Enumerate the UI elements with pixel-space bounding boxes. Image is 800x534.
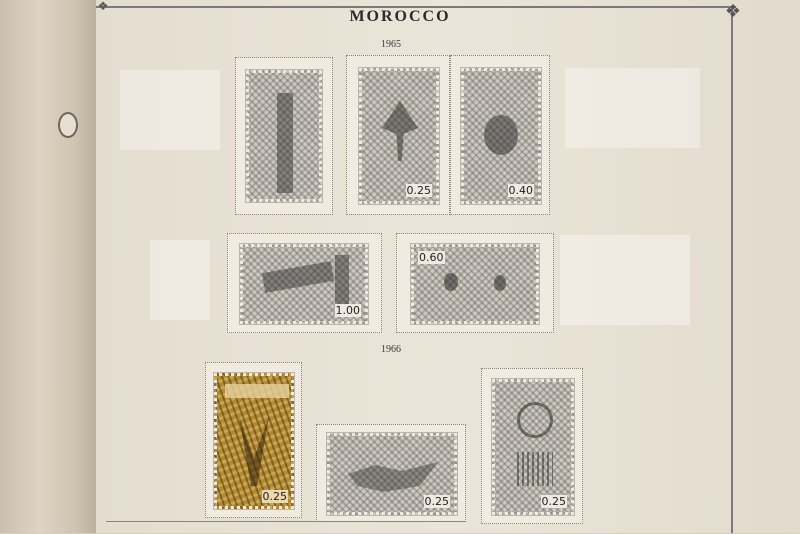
binder-ring-icon: [58, 112, 78, 138]
stamp[interactable]: [246, 70, 322, 202]
stamp-value: 0.25: [424, 495, 449, 508]
flower-icon: [382, 101, 418, 161]
year-heading: 1965: [381, 39, 401, 50]
stamp[interactable]: [492, 379, 574, 515]
printed-space-ghost: [120, 70, 220, 150]
stamp-inscription: [225, 384, 289, 398]
grid-emblem-icon: [517, 452, 553, 486]
stamp-value: 0.25: [406, 184, 431, 197]
country-title: MOROCCO: [349, 8, 451, 25]
stamp-mount: [235, 57, 333, 215]
page-frame-right: [731, 6, 733, 533]
stamp-value: 0.60: [419, 251, 444, 264]
flower-icon: [484, 115, 518, 155]
stamp-mount: [346, 55, 450, 215]
stamp-value: 0.40: [508, 184, 533, 197]
insect-icon: [494, 275, 506, 291]
minaret-icon: [277, 93, 293, 193]
page-border-bottom: [106, 521, 466, 534]
insect-icon: [444, 273, 458, 291]
stamp[interactable]: [461, 68, 541, 204]
printed-space-ghost: [150, 240, 210, 320]
stamp-mount: [227, 233, 382, 333]
corner-ornament-icon: ❖: [724, 1, 742, 21]
stamp[interactable]: [240, 244, 368, 324]
stamp-mount: [205, 362, 302, 518]
emblem-icon: [517, 402, 553, 438]
map-icon: [348, 462, 438, 492]
printed-space-ghost: [565, 68, 700, 148]
stamp-value: 0.25: [541, 495, 566, 508]
bird-icon: [262, 261, 334, 293]
stamp-mount: [316, 424, 466, 522]
plant-icon: [335, 255, 349, 311]
corner-ornament-icon: ❖: [97, 0, 109, 13]
stamp-mount: [396, 233, 554, 333]
printed-space-ghost: [560, 235, 690, 325]
year-heading: 1966: [381, 344, 401, 355]
album-spine: [0, 0, 98, 533]
stamp-value: 1.00: [335, 304, 360, 317]
stamp-mount: [481, 368, 583, 524]
stamp[interactable]: [359, 68, 439, 204]
stamp[interactable]: [214, 373, 294, 509]
stamp[interactable]: [327, 433, 457, 515]
stamp[interactable]: [411, 244, 539, 324]
stamp-value: 0.25: [262, 490, 287, 503]
stamp-mount: [450, 55, 550, 215]
wheat-icon: [239, 416, 269, 486]
